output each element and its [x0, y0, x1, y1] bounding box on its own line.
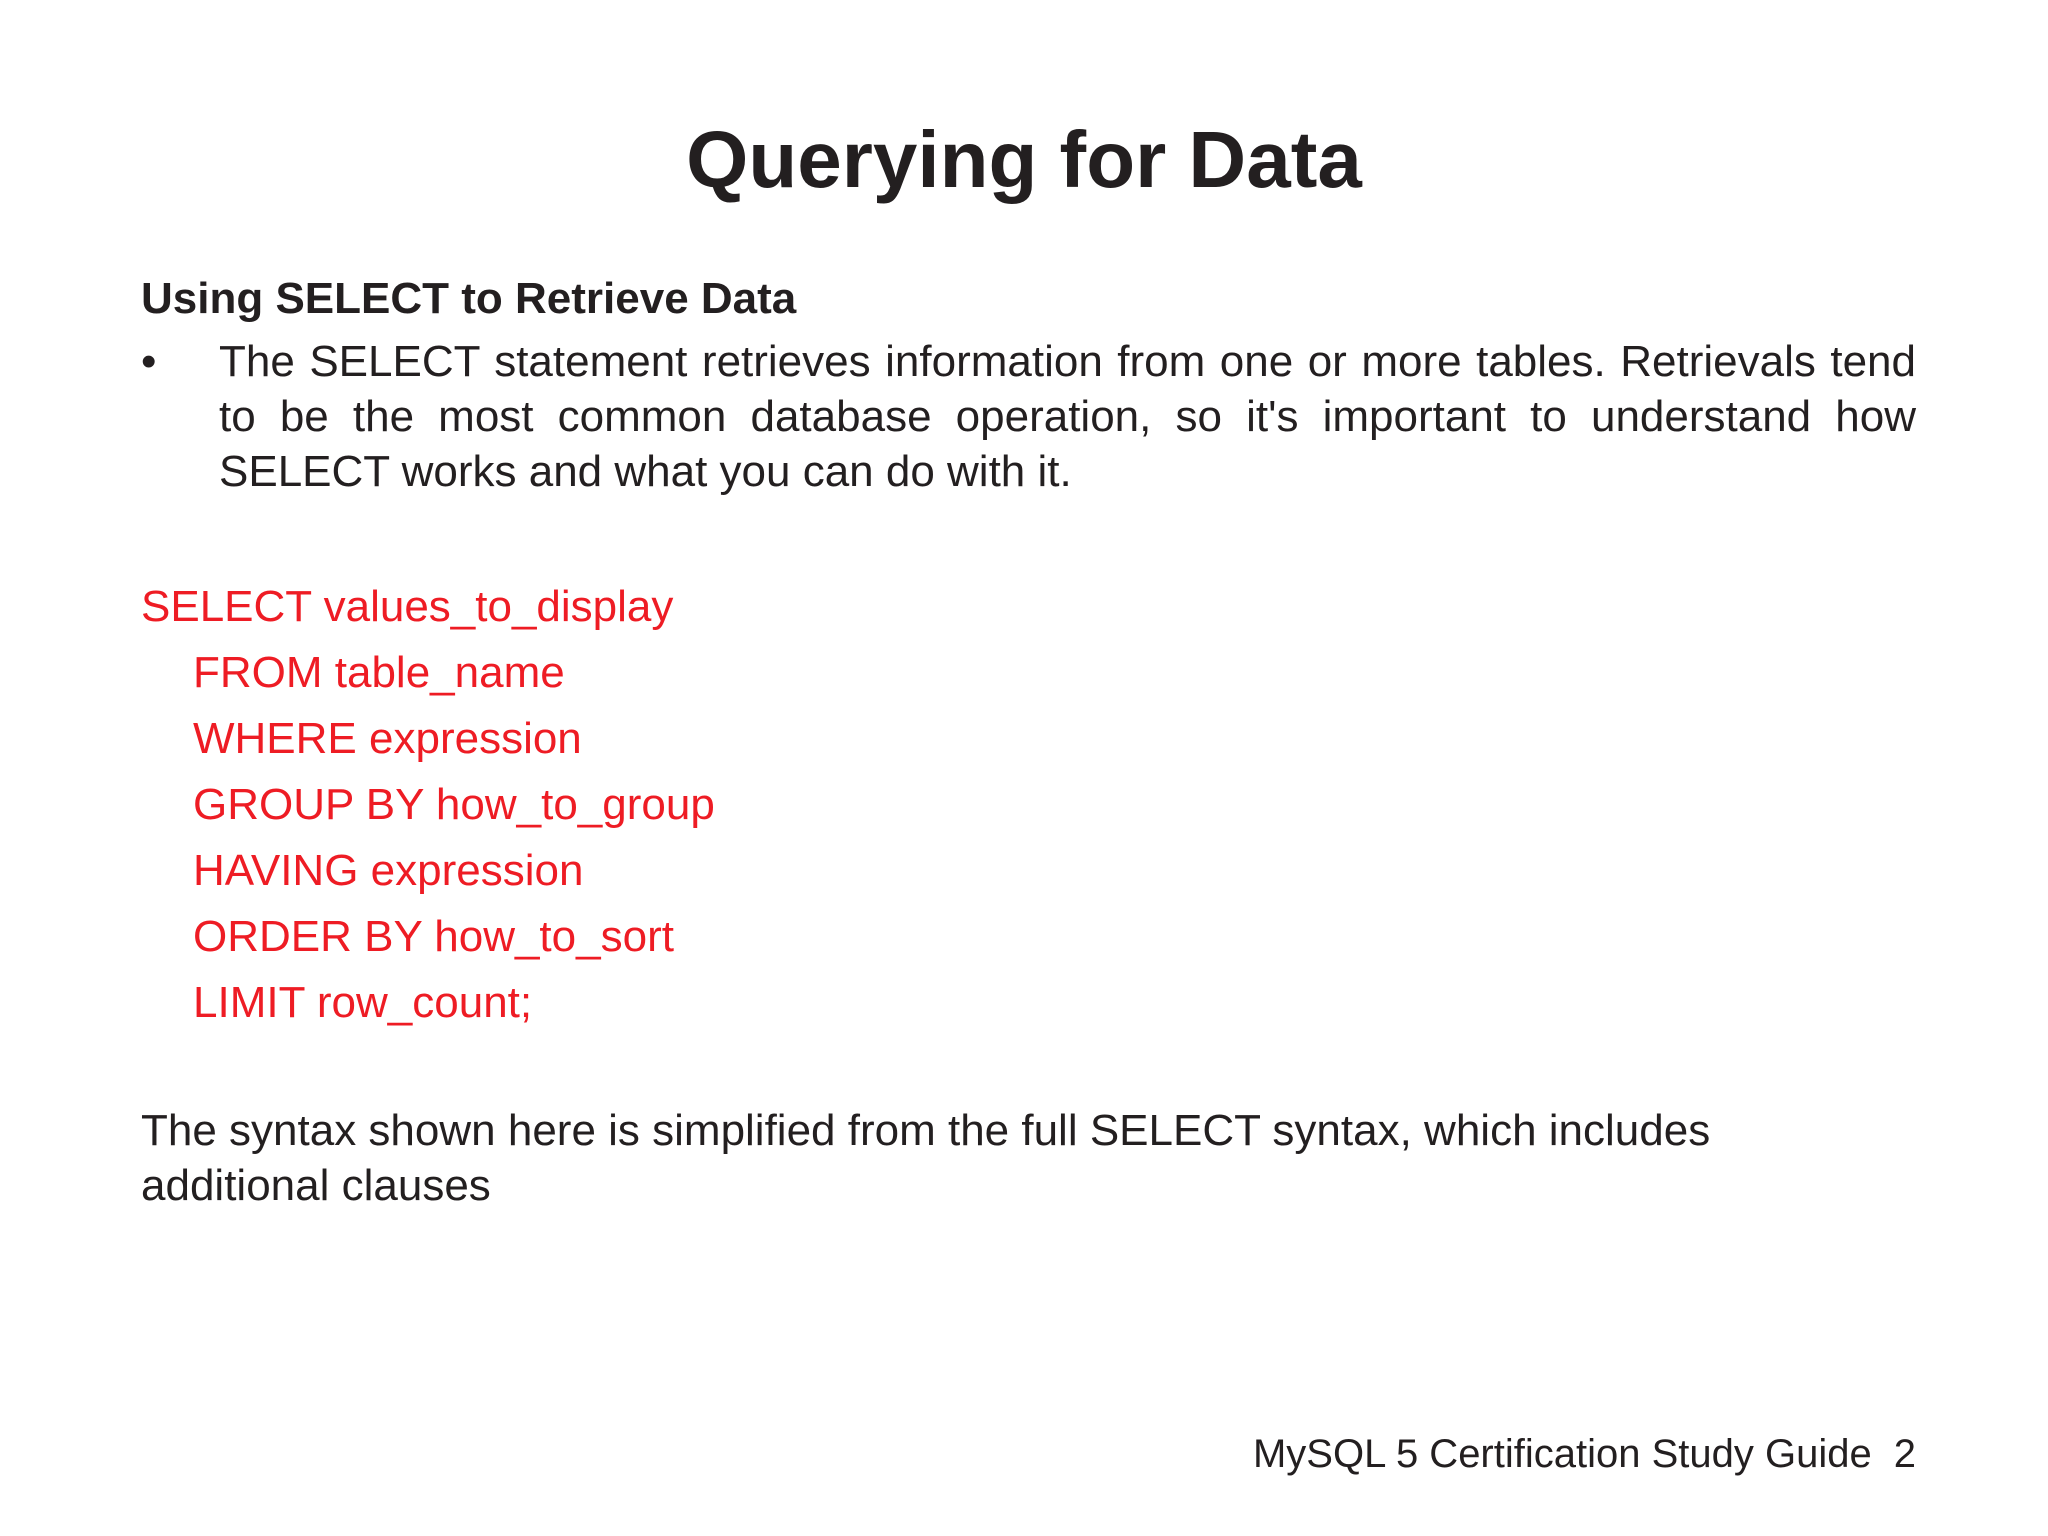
syntax-line-limit: LIMIT row_count;	[193, 978, 533, 1027]
select-syntax-block	[141, 574, 715, 1036]
footer-guide-title: MySQL 5 Certification Study Guide	[1252, 1432, 1872, 1476]
slide-footer	[1253, 1430, 1916, 1478]
syntax-line-where: WHERE expression	[193, 714, 582, 763]
syntax-line-having: HAVING expression	[193, 846, 584, 895]
slide-title: Querying for Data	[686, 115, 1362, 204]
bullet-text: The SELECT statement retrieves information from one or more tables. Retrievals tend to be the most common database operation, so it's important to understand how SELECT works and what you can do with it.	[219, 337, 1916, 496]
section-heading: Using SELECT to Retrieve Data	[141, 274, 797, 323]
page-number: 2	[1893, 1432, 1916, 1476]
bullet-item	[141, 334, 1916, 499]
bullet-icon: •	[141, 337, 157, 386]
syntax-note: The syntax shown here is simplified from the full SELECT syntax, which includes additional clauses	[141, 1106, 1711, 1210]
syntax-line-group-by: GROUP BY how_to_group	[193, 780, 715, 829]
syntax-line-from: FROM table_name	[193, 648, 565, 697]
syntax-line-order-by: ORDER BY how_to_sort	[193, 912, 674, 961]
syntax-line-select: SELECT values_to_display	[141, 582, 674, 631]
